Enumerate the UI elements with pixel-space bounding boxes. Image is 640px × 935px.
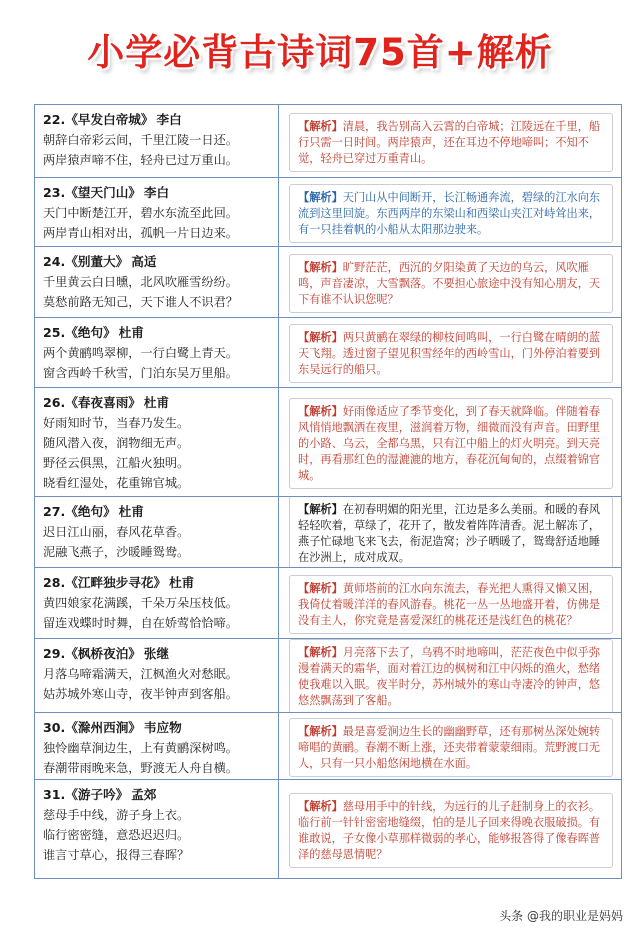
note-cell <box>279 568 621 638</box>
poem-line: 两个黄鹂鸣翠柳，一行白鹭上青天。 <box>43 346 238 360</box>
note-tag: 【解析】 <box>298 798 343 813</box>
poem-title: 《滁州西涧》 <box>65 720 141 735</box>
note-cell <box>279 780 621 878</box>
poem-cell <box>35 318 279 387</box>
note-cell <box>279 713 621 779</box>
poem-heading <box>43 110 272 130</box>
poem-number: 29. <box>43 646 66 661</box>
poem-heading <box>43 718 272 738</box>
note-tag: 【解析】 <box>298 403 343 418</box>
poem-cell <box>35 178 279 246</box>
poem-cell <box>35 388 279 496</box>
poem-cell <box>35 639 279 712</box>
note-tag: 【解析】 <box>298 645 343 659</box>
poem-number: 26. <box>43 395 66 410</box>
note-box <box>289 575 613 634</box>
note-box <box>289 324 613 383</box>
poem-author: 杜甫 <box>118 325 144 340</box>
table-row <box>35 388 621 497</box>
poem-line: 泥融飞燕子，沙暖睡鸳鸯。 <box>43 545 190 559</box>
poem-line: 随风潜入夜，润物细无声。 <box>43 436 190 450</box>
poem-title: 《绝句》 <box>65 504 116 519</box>
poem-line: 临行密密缝，意恐迟迟归。 <box>43 828 190 842</box>
note-text: 最是喜爱涧边生长的幽幽野草，还有那树丛深处婉转啼唱的黄鹂。春潮不断上涨，还夹带着蒙蒙细雨。荒野渡口无人，只有一只小船悠闲地横在水面。 <box>298 724 601 770</box>
poem-number: 25. <box>43 325 66 340</box>
poem-title: 《望天门山》 <box>65 185 141 200</box>
poem-line: 好雨知时节，当春乃发生。 <box>43 416 190 430</box>
poem-title: 《春夜喜雨》 <box>65 395 141 410</box>
note-box <box>289 113 613 172</box>
poem-line: 慈母手中线，游子身上衣。 <box>43 808 190 822</box>
poem-number: 30. <box>43 720 66 735</box>
poem-line: 黄四娘家花满蹊，千朵万朵压枝低。 <box>43 596 238 610</box>
table-row <box>35 247 621 318</box>
note-box <box>289 398 613 489</box>
poem-title: 《游子吟》 <box>65 787 129 802</box>
poem-cell <box>35 105 279 177</box>
poem-title: 《别董大》 <box>65 254 129 269</box>
poem-author: 李白 <box>143 185 170 200</box>
poem-author: 孟郊 <box>131 787 157 802</box>
note-text: 慈母用手中的针线，为远行的儿子赶制身上的衣衫。临行前一针针密密地缝缀，怕的是儿子回来得晚衣服破损。有谁敢说，子女像小草那样微弱的孝心，能够报答得了像春晖普泽的慈母恩情呢？ <box>298 799 601 861</box>
poem-line: 朝辞白帝彩云间，千里江陵一日还。 <box>43 133 238 147</box>
poem-number: 22. <box>43 112 66 127</box>
poem-number: 23. <box>43 185 66 200</box>
note-cell <box>279 497 621 567</box>
poem-line: 姑苏城外寒山寺，夜半钟声到客船。 <box>43 687 238 701</box>
note-cell <box>279 639 621 712</box>
note-text: 在初春明媚的阳光里，江边是多么美丽。和暖的春风轻轻吹着，草绿了，花开了，散发着阵阵清香。泥土解冻了，燕子忙碌地飞来飞去，衔泥造窝；沙子晒暖了，鸳鸯舒适地睡在沙洲上，成对成双。 <box>298 502 601 564</box>
poem-line: 春潮带雨晚来急，野渡无人舟自横。 <box>43 761 238 775</box>
note-tag: 【解析】 <box>298 723 343 738</box>
poem-line: 独怜幽草涧边生，上有黄鹂深树鸣。 <box>43 741 238 755</box>
poem-author: 杜甫 <box>118 504 144 519</box>
note-tag: 【解析】 <box>298 330 343 344</box>
note-box <box>289 184 613 243</box>
poem-line: 千里黄云白日曛，北风吹雁雪纷纷。 <box>43 275 238 289</box>
note-text: 清晨，我告别高入云霄的白帝城；江陵远在千里，船行只需一日时间。两岸猿声，还在耳边不停地啼叫；不知不觉，轻舟已穿过万重青山。 <box>298 119 601 165</box>
table-row <box>35 318 621 388</box>
page-title: 小学必背古诗词75首+解析 <box>87 31 553 74</box>
poem-line: 月落乌啼霜满天，江枫渔火对愁眠。 <box>43 667 238 681</box>
poem-line: 谁言寸草心，报得三春晖？ <box>43 848 190 862</box>
note-tag: 【解析】 <box>298 259 343 274</box>
poem-title: 《枫桥夜泊》 <box>65 646 141 661</box>
poem-line: 天门中断楚江开，碧水东流至此回。 <box>43 206 238 220</box>
note-text: 好雨像适应了季节变化，到了春天就降临。伴随着春风悄悄地飘洒在夜里，滋润着万物，细微而没有声音。田野里的小路、乌云，全都乌黑，只有江中船上的灯火明亮。到天亮时，再看那红色的湿漉漉的地方，春花沉甸甸的，点缀着锦官城。 <box>298 404 601 482</box>
note-text: 黄师塔前的江水向东流去，春光把人熏得又懒又困，我倚仗着暖洋洋的春风游春。桃花一丛一丛地盛开着，仿佛是没有主人，你究竟是喜爱深红的桃花还是浅红色的桃花？ <box>298 581 601 627</box>
watermark: 头条 @我的职业是妈妈 <box>496 906 626 925</box>
poem-line: 两岸猿声啼不住，轻舟已过万重山。 <box>43 153 238 167</box>
poem-heading <box>43 252 272 272</box>
poem-heading <box>43 183 272 203</box>
note-text: 两只黄鹂在翠绿的柳枝间鸣叫，一行白鹭在晴朗的蓝天飞翔。透过窗子望见积雪经年的西岭雪山，门外停泊着要到东吴远行的船只。 <box>298 331 601 376</box>
poem-title: 《早发白帝城》 <box>65 112 154 127</box>
poem-cell <box>35 780 279 878</box>
table-row <box>35 178 621 247</box>
note-cell <box>279 178 621 246</box>
poem-line: 两岸青山相对出，孤帆一片日边来。 <box>43 226 238 240</box>
poem-line: 窗含西岭千秋雪，门泊东吴万里船。 <box>43 366 238 380</box>
poem-heading <box>43 573 272 593</box>
poem-cell <box>35 713 279 779</box>
note-tag: 【解析】 <box>298 580 343 595</box>
poem-line: 莫愁前路无知己，天下谁人不识君？ <box>43 295 238 309</box>
poem-author: 韦应物 <box>143 720 182 735</box>
note-box <box>289 497 613 567</box>
note-box <box>289 639 613 712</box>
poem-author: 李白 <box>156 112 182 127</box>
table-row <box>35 713 621 780</box>
poem-author: 杜甫 <box>143 395 170 410</box>
poem-cell <box>35 247 279 317</box>
note-box <box>289 254 613 313</box>
note-tag: 【解析】 <box>298 189 343 204</box>
poem-heading <box>43 323 272 343</box>
poem-line: 野径云俱黑，江船火独明。 <box>43 456 190 470</box>
poem-cell <box>35 568 279 638</box>
table-row <box>35 105 621 178</box>
poem-title: 《江畔独步寻花》 <box>65 575 167 590</box>
poem-line: 留连戏蝶时时舞，自在娇莺恰恰啼。 <box>43 616 238 630</box>
poem-heading <box>43 393 272 413</box>
note-text: 旷野茫茫，西沉的夕阳染黄了天边的乌云，风吹雁鸣，声音凄凉，大雪飘落。不要担心旅途中没有知心朋友，天下有谁不认识您呢？ <box>298 260 601 306</box>
poem-author: 杜甫 <box>169 575 195 590</box>
poem-author: 张继 <box>143 646 170 661</box>
note-cell <box>279 388 621 496</box>
poem-heading <box>43 785 272 805</box>
note-cell <box>279 318 621 387</box>
note-cell <box>279 105 621 177</box>
note-box <box>289 793 613 868</box>
note-tag: 【解析】 <box>298 118 343 133</box>
poem-number: 24. <box>43 254 66 269</box>
table-row <box>35 497 621 568</box>
poem-table <box>34 104 622 879</box>
poem-title: 《绝句》 <box>65 325 116 340</box>
table-row <box>35 568 621 639</box>
note-cell <box>279 247 621 317</box>
poem-heading <box>43 644 272 664</box>
table-row <box>35 639 621 713</box>
poem-number: 27. <box>43 504 66 519</box>
note-box <box>289 718 613 777</box>
note-text: 月亮落下去了，乌鸦不时地啼叫，茫茫夜色中似乎弥漫着满天的霜华，面对着江边的枫树和江中闪烁的渔火，愁绪使我难以入眠。夜半时分，苏州城外的寒山寺凄冷的钟声，悠悠然飘荡到了客船。 <box>298 646 601 707</box>
table-row <box>35 780 621 878</box>
poem-author: 高适 <box>131 254 157 269</box>
poem-number: 28. <box>43 575 66 590</box>
poem-number: 31. <box>43 787 66 802</box>
poem-line: 晓看红湿处，花重锦官城。 <box>43 476 190 490</box>
poem-line: 迟日江山丽，春风花草香。 <box>43 525 190 539</box>
note-text: 天门山从中间断开，长江畅通奔流，碧绿的江水向东流到这里回旋。东西两岸的东梁山和西梁山夹江对峙耸出来，有一只挂着帆的小船从太阳那边驶来。 <box>298 190 601 236</box>
poem-cell <box>35 497 279 567</box>
note-tag: 【解析】 <box>298 501 343 516</box>
poem-heading <box>43 502 272 522</box>
